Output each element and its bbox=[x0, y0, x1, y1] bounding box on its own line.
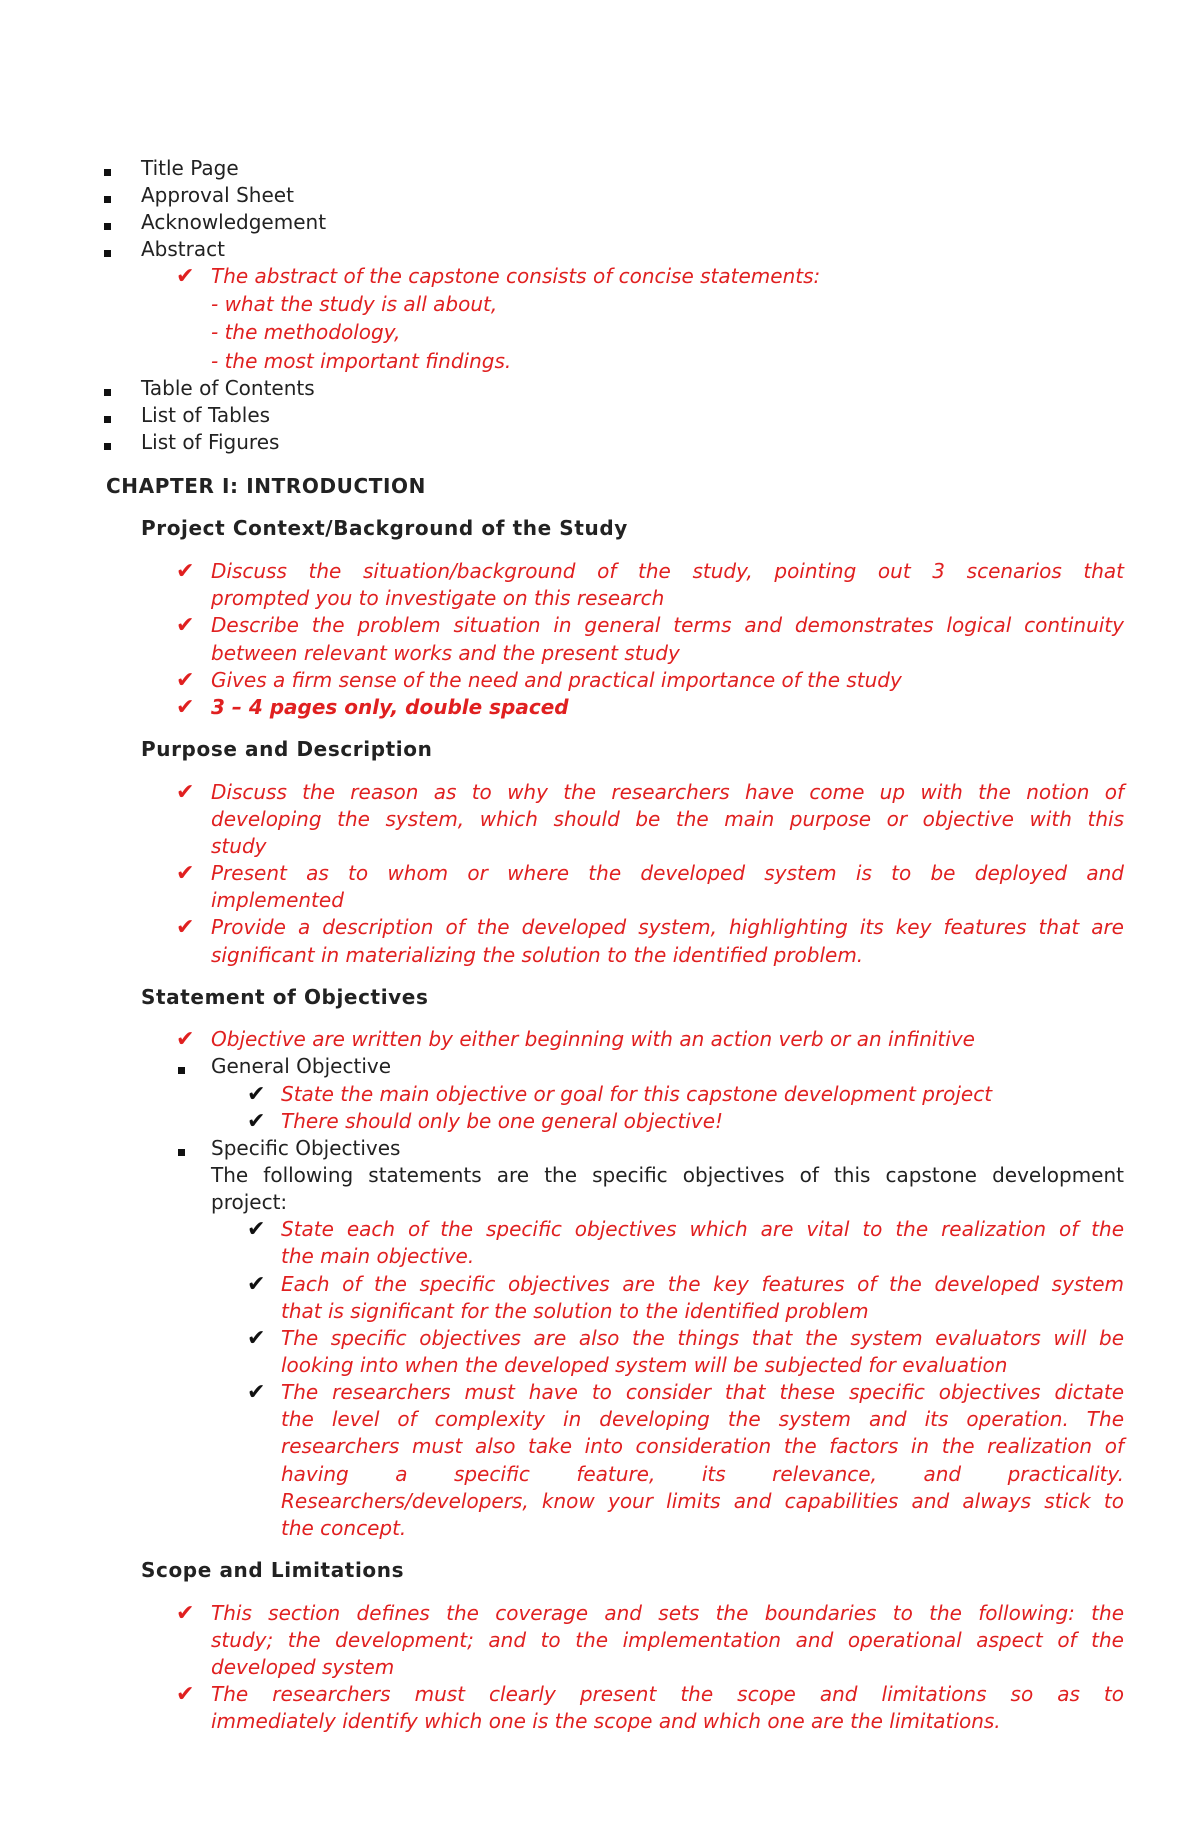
square-bullet-icon bbox=[104, 196, 111, 203]
specific-objective-4-cont: researchers must also take into consideration the factors in the realization of bbox=[281, 1434, 1124, 1458]
checkmark-icon: ✔ bbox=[247, 1380, 266, 1405]
scope-bullet-2-cont: immediately identify which one is the scope and which one are the limitations. bbox=[211, 1709, 1001, 1733]
square-bullet-icon bbox=[104, 389, 111, 396]
purpose-bullet-1-cont: study bbox=[211, 834, 267, 858]
specific-objective-2-cont: that is significant for the solution to the identified problem bbox=[281, 1299, 869, 1323]
square-bullet-icon bbox=[178, 1067, 185, 1074]
checkmark-icon: ✔ bbox=[176, 915, 195, 940]
specific-objective-2: Each of the specific objectives are the key features of the developed system bbox=[281, 1272, 1124, 1296]
checkmark-icon: ✔ bbox=[176, 1601, 195, 1626]
abstract-note: The abstract of the capstone consists of concise statements: bbox=[211, 264, 821, 288]
checkmark-icon: ✔ bbox=[247, 1217, 266, 1242]
section-heading-scope: Scope and Limitations bbox=[141, 1558, 405, 1582]
scope-bullet-1-cont: developed system bbox=[211, 1655, 395, 1679]
checkmark-icon: ✔ bbox=[247, 1272, 266, 1297]
checkmark-icon: ✔ bbox=[247, 1082, 266, 1107]
checkmark-icon: ✔ bbox=[176, 1682, 195, 1707]
list-item-acknowledgement: Acknowledgement bbox=[141, 210, 327, 234]
scope-bullet-2: The researchers must clearly present the scope and limitations so as to bbox=[211, 1682, 1124, 1706]
purpose-bullet-1: Discuss the reason as to why the researchers have come up with the notion of bbox=[211, 780, 1124, 804]
project-context-bullet-4: 3 – 4 pages only, double spaced bbox=[211, 695, 569, 719]
checkmark-icon: ✔ bbox=[176, 780, 195, 805]
project-context-bullet-3: Gives a firm sense of the need and practical importance of the study bbox=[211, 668, 902, 692]
abstract-point: - the most important findings. bbox=[211, 349, 512, 373]
section-heading-purpose: Purpose and Description bbox=[141, 737, 433, 761]
project-context-bullet-1: Discuss the situation/background of the study, pointing out 3 scenarios that bbox=[211, 559, 1124, 583]
specific-objective-4: The researchers must have to consider that these specific objectives dictate bbox=[281, 1380, 1124, 1404]
list-item-title-page: Title Page bbox=[141, 156, 239, 180]
project-context-bullet-1-cont: prompted you to investigate on this research bbox=[211, 586, 665, 610]
section-heading-project-context: Project Context/Background of the Study bbox=[141, 516, 628, 540]
purpose-bullet-2-cont: implemented bbox=[211, 888, 344, 912]
section-heading-objectives: Statement of Objectives bbox=[141, 985, 429, 1009]
general-objective-label: General Objective bbox=[211, 1054, 392, 1078]
checkmark-icon: ✔ bbox=[176, 861, 195, 886]
project-context-bullet-2: Describe the problem situation in general terms and demonstrates logical continuity bbox=[211, 613, 1124, 637]
list-item-abstract: Abstract bbox=[141, 237, 225, 261]
checkmark-icon: ✔ bbox=[247, 1326, 266, 1351]
objectives-intro: Objective are written by either beginning with an action verb or an infinitive bbox=[211, 1027, 975, 1051]
abstract-point: - the methodology, bbox=[211, 320, 401, 344]
specific-objective-4-cont: Researchers/developers, know your limits and capabilities and always stick to bbox=[281, 1489, 1124, 1513]
square-bullet-icon bbox=[104, 250, 111, 257]
purpose-bullet-2: Present as to whom or where the developed system is to be deployed and bbox=[211, 861, 1124, 885]
checkmark-icon: ✔ bbox=[176, 264, 195, 289]
checkmark-icon: ✔ bbox=[176, 695, 195, 720]
checkmark-icon: ✔ bbox=[176, 613, 195, 638]
square-bullet-icon bbox=[104, 416, 111, 423]
purpose-bullet-3-cont: significant in materializing the solution to the identified problem. bbox=[211, 943, 864, 967]
specific-objective-1: State each of the specific objectives which are vital to the realization of the bbox=[281, 1217, 1124, 1241]
scope-bullet-1-cont: study; the development; and to the implementation and operational aspect of the bbox=[211, 1628, 1124, 1652]
checkmark-icon: ✔ bbox=[247, 1109, 266, 1134]
purpose-bullet-3: Provide a description of the developed system, highlighting its key features that are bbox=[211, 915, 1124, 939]
square-bullet-icon bbox=[104, 443, 111, 450]
chapter-title: CHAPTER I: INTRODUCTION bbox=[106, 474, 426, 498]
checkmark-icon: ✔ bbox=[176, 1027, 195, 1052]
specific-objective-4-cont: the level of complexity in developing the system and its operation. The bbox=[281, 1407, 1124, 1431]
specific-objective-4-cont: having a specific feature, its relevance, and practicality. bbox=[281, 1462, 1124, 1486]
specific-objectives-intro-cont: project: bbox=[211, 1190, 288, 1214]
general-objective-point: There should only be one general objective! bbox=[281, 1109, 724, 1133]
specific-objective-3-cont: looking into when the developed system will be subjected for evaluation bbox=[281, 1353, 1008, 1377]
list-item-table-of-contents: Table of Contents bbox=[141, 376, 315, 400]
specific-objectives-label: Specific Objectives bbox=[211, 1136, 401, 1160]
specific-objective-4-cont: the concept. bbox=[281, 1516, 407, 1540]
square-bullet-icon bbox=[104, 169, 111, 176]
specific-objectives-intro: The following statements are the specific objectives of this capstone development bbox=[211, 1163, 1124, 1187]
square-bullet-icon bbox=[178, 1149, 185, 1156]
list-item-list-of-tables: List of Tables bbox=[141, 403, 271, 427]
abstract-point: - what the study is all about, bbox=[211, 292, 498, 316]
list-item-list-of-figures: List of Figures bbox=[141, 430, 280, 454]
project-context-bullet-2-cont: between relevant works and the present study bbox=[211, 641, 680, 665]
specific-objective-1-cont: the main objective. bbox=[281, 1244, 475, 1268]
square-bullet-icon bbox=[104, 223, 111, 230]
general-objective-point: State the main objective or goal for this capstone development project bbox=[281, 1082, 993, 1106]
list-item-approval-sheet: Approval Sheet bbox=[141, 183, 294, 207]
checkmark-icon: ✔ bbox=[176, 559, 195, 584]
scope-bullet-1: This section defines the coverage and sets the boundaries to the following: the bbox=[211, 1601, 1124, 1625]
checkmark-icon: ✔ bbox=[176, 668, 195, 693]
purpose-bullet-1-cont: developing the system, which should be the main purpose or objective with this bbox=[211, 807, 1124, 831]
specific-objective-3: The specific objectives are also the things that the system evaluators will be bbox=[281, 1326, 1124, 1350]
